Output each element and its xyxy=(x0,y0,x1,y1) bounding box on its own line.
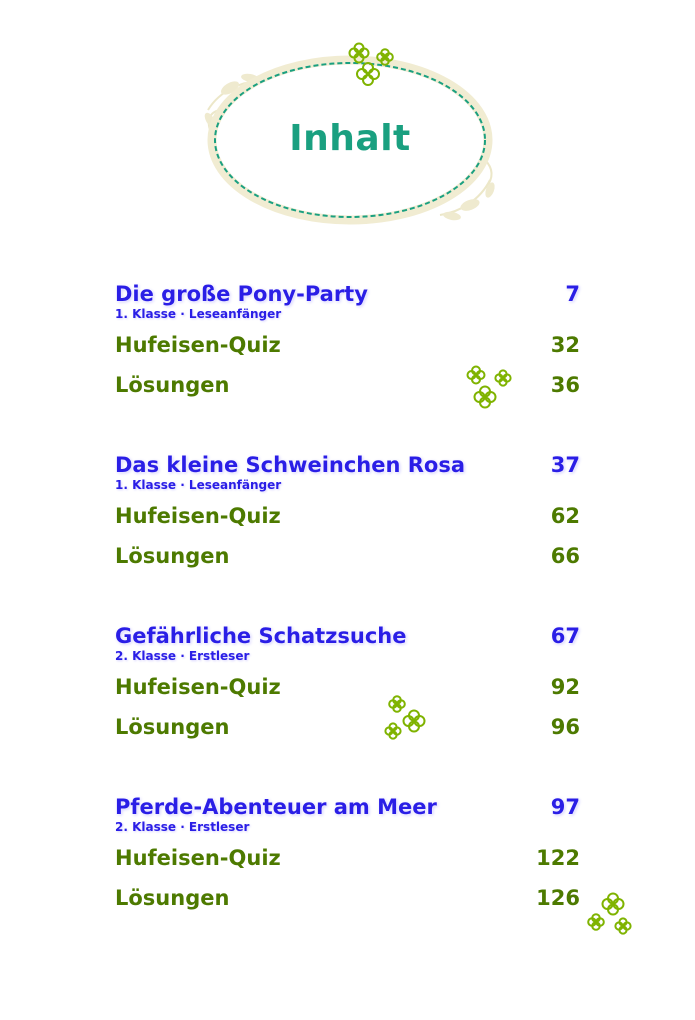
story-row[interactable] xyxy=(115,453,580,477)
story-page-number: 67 xyxy=(550,624,580,648)
quiz-page-number: 92 xyxy=(550,675,580,699)
quiz-label: Hufeisen-Quiz xyxy=(115,333,281,357)
story-title: Pferde-Abenteuer am Meer xyxy=(115,795,437,819)
story-row[interactable] xyxy=(115,282,580,306)
story-page-number: 7 xyxy=(565,282,580,306)
toc-section xyxy=(115,795,580,926)
quiz-page-number: 122 xyxy=(536,846,580,870)
story-page-number: 37 xyxy=(550,453,580,477)
story-level: 1. Klasse · Leseanfänger xyxy=(115,307,282,321)
solutions-row[interactable] xyxy=(115,886,580,926)
solutions-row[interactable] xyxy=(115,544,580,584)
story-title: Das kleine Schweinchen Rosa xyxy=(115,453,466,477)
solutions-page-number: 36 xyxy=(550,373,580,397)
four-leaf-clover-flower-icon xyxy=(583,888,638,940)
solutions-page-number: 66 xyxy=(550,544,580,568)
solutions-row[interactable] xyxy=(115,715,580,755)
quiz-label: Hufeisen-Quiz xyxy=(115,675,281,699)
four-leaf-clover-flower-icon xyxy=(345,42,400,90)
story-title: Die große Pony-Party xyxy=(115,282,368,306)
quiz-page-number: 32 xyxy=(550,333,580,357)
four-leaf-clover-flower-icon xyxy=(381,692,431,744)
story-level: 1. Klasse · Leseanfänger xyxy=(115,478,282,492)
page-title: Inhalt xyxy=(289,118,411,159)
story-page-number: 97 xyxy=(550,795,580,819)
solutions-page-number: 126 xyxy=(536,886,580,910)
story-level: 2. Klasse · Erstleser xyxy=(115,649,250,663)
quiz-row[interactable] xyxy=(115,846,580,886)
solutions-label: Lösungen xyxy=(115,373,230,397)
solutions-label: Lösungen xyxy=(115,715,230,739)
solutions-page-number: 96 xyxy=(550,715,580,739)
toc-section xyxy=(115,624,580,755)
quiz-row[interactable] xyxy=(115,675,580,715)
story-row[interactable] xyxy=(115,795,580,819)
story-level: 2. Klasse · Erstleser xyxy=(115,820,250,834)
quiz-label: Hufeisen-Quiz xyxy=(115,846,281,870)
quiz-page-number: 62 xyxy=(550,504,580,528)
quiz-row[interactable] xyxy=(115,504,580,544)
solutions-label: Lösungen xyxy=(115,886,230,910)
toc-section xyxy=(115,453,580,584)
story-title: Gefährliche Schatzsuche xyxy=(115,624,407,648)
four-leaf-clover-flower-icon xyxy=(463,363,518,413)
solutions-label: Lösungen xyxy=(115,544,230,568)
story-row[interactable] xyxy=(115,624,580,648)
quiz-label: Hufeisen-Quiz xyxy=(115,504,281,528)
